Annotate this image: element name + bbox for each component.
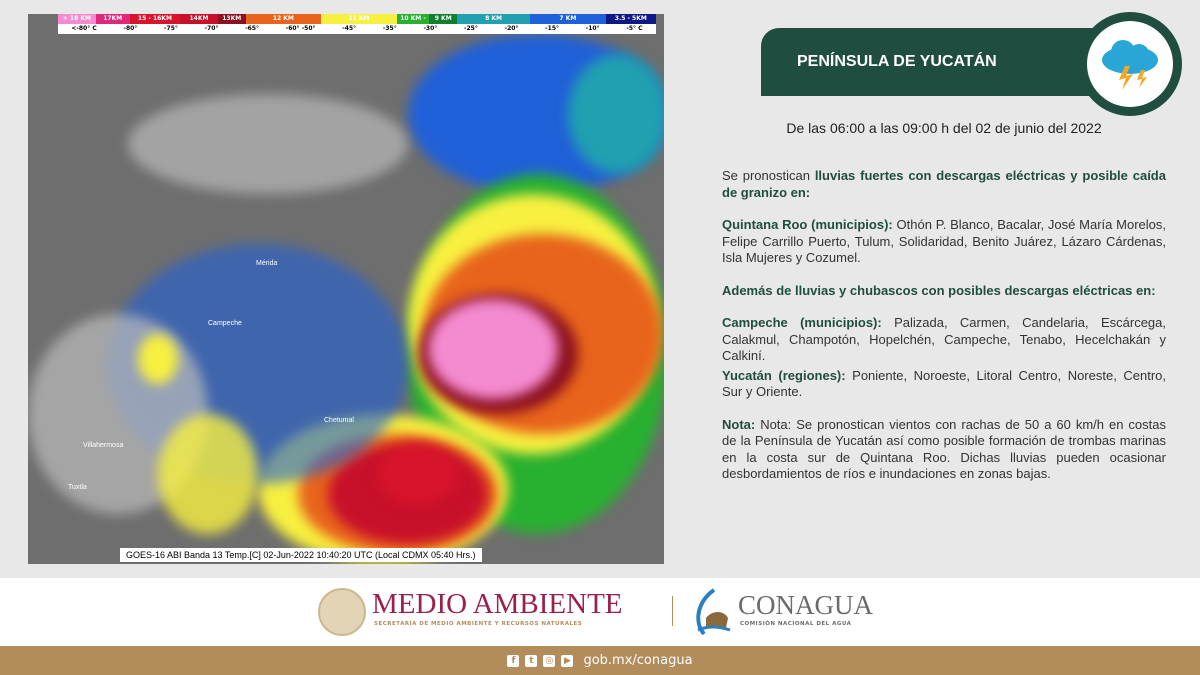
legend-band: 13KM bbox=[218, 14, 246, 24]
legend-temp: -80° bbox=[123, 25, 138, 32]
legend-band: 12 KM bbox=[246, 14, 322, 24]
legend-temp: -65° bbox=[245, 25, 260, 32]
twitter-icon[interactable]: t bbox=[525, 655, 537, 667]
storm-cloud-lightning-icon bbox=[1095, 36, 1165, 92]
legend-band: 8 KM bbox=[457, 14, 530, 24]
legend-temp: -10° bbox=[585, 25, 600, 32]
legend-temp: -20° bbox=[504, 25, 519, 32]
legend-temp: -30° bbox=[423, 25, 438, 32]
city-label: Campeche bbox=[208, 320, 242, 327]
forecast-text: Se pronostican lluvias fuertes con descargas eléctricas y posible caída de granizo en: Quintana Roo (municipios): Othón P. Blanco, Bacalar, José María Morelos, Felipe Carrillo Puerto, Tulum, Solidaridad, Benito Juárez, Lázaro Cárdenas, Isla Mujeres y Cozumel. Además de lluvias y chubascos con posibles descargas eléctricas en: Campeche (municipios): Palizada, Carmen, Candelaria, Escárcega, Calakmul, Champotón, Hopelchén, Campeche, Tenabo, Hecelchakán y Calkiní. Yucatán (regiones): Poniente, Noroeste, Litoral Centro, Noreste, Centro, Sur y Oriente. Nota: Nota: Se pronostican vientos con rachas de 50 a 60 km/h en costas de la Península de Yucatán así como posible formación de trombas marinas en la costa sur de Quintana Roo. Dichas lluvias pueden ocasionar desbordamientos de ríos e inundaciones en zonas bajas. bbox=[722, 168, 1167, 481]
youtube-icon[interactable]: ▶ bbox=[561, 655, 573, 667]
legend-band: 17KM bbox=[96, 14, 130, 24]
legend-temp: -45° bbox=[342, 25, 357, 32]
footer bbox=[0, 646, 1200, 675]
legend-temp: -35° bbox=[382, 25, 397, 32]
legend-band: 15 - 16KM bbox=[130, 14, 180, 24]
satellite-map bbox=[28, 14, 664, 564]
instagram-icon[interactable]: ◎ bbox=[543, 655, 555, 667]
region-title: PENÍNSULA DE YUCATÁN bbox=[761, 28, 1121, 96]
city-label: Mérida bbox=[256, 260, 278, 267]
legend-band: + 18 KM bbox=[58, 14, 96, 24]
forecast-period: De las 06:00 a las 09:00 h del 02 de junio del 2022 bbox=[786, 120, 1102, 136]
weather-badge bbox=[1078, 12, 1182, 116]
legend-temp: -75° bbox=[164, 25, 178, 32]
legend-temp: -5° C bbox=[626, 25, 643, 32]
legend-band: 9 KM bbox=[429, 14, 457, 24]
conagua-icon bbox=[692, 588, 732, 636]
legend-band: 11 KM bbox=[321, 14, 397, 24]
logos-bar: MEDIO AMBIENTE SECRETARÍA DE MEDIO AMBIENTE Y RECURSOS NATURALES CONAGUA COMISIÓN NACIONAL DEL AGUA bbox=[0, 578, 1200, 646]
website-link[interactable]: gob.mx/conagua bbox=[583, 653, 693, 668]
map-caption: GOES-16 ABI Banda 13 Temp.[C] 02-Jun-2022 10:40:20 UTC (Local CDMX 05:40 Hrs.) bbox=[120, 548, 482, 562]
legend-temp: -70° bbox=[204, 25, 219, 32]
city-label: Tuxtla bbox=[68, 484, 87, 491]
mexico-seal-icon bbox=[318, 588, 366, 636]
legend-temp: -60° -50° bbox=[285, 25, 316, 32]
legend-band: 3.5 - 5KM bbox=[606, 14, 656, 24]
facebook-icon[interactable]: f bbox=[507, 655, 519, 667]
legend-temp: <-80° C bbox=[71, 25, 97, 32]
city-label: Villahermosa bbox=[83, 442, 124, 449]
legend-band: 7 KM bbox=[530, 14, 606, 24]
legend-temp: -25° bbox=[464, 25, 478, 32]
conagua-logo: CONAGUA bbox=[738, 590, 873, 620]
divider bbox=[672, 596, 673, 626]
semarnat-logo: MEDIO AMBIENTE bbox=[372, 588, 623, 620]
legend-temp: -15° bbox=[545, 25, 560, 32]
cloud-top-legend bbox=[58, 14, 656, 34]
legend-band: 14KM bbox=[180, 14, 218, 24]
city-label: Chetumal bbox=[324, 417, 354, 424]
legend-band: 10 KM - bbox=[397, 14, 430, 24]
